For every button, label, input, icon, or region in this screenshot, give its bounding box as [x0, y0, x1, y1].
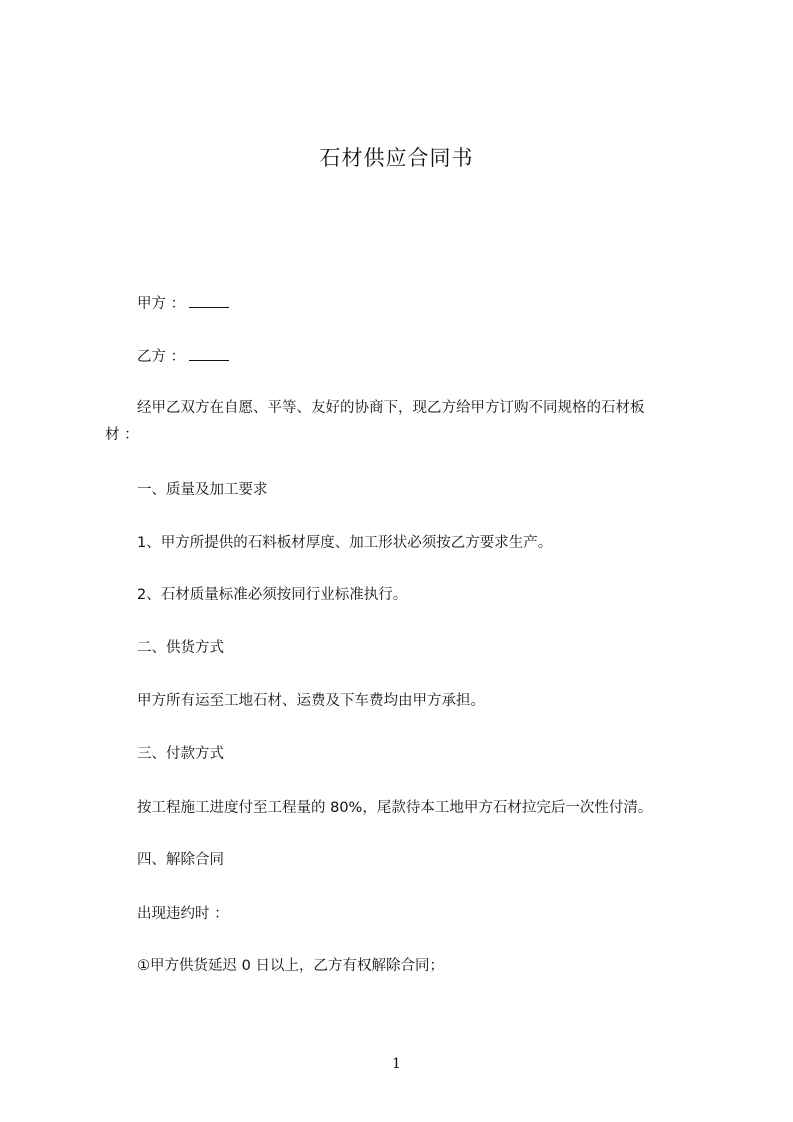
party-a-label: 甲方 ： — [137, 296, 186, 312]
party-a-blank — [189, 293, 229, 308]
section-3-text: 按工程施工进度付至工程量的 80%，尾款待本工地甲方石材拉完后一次性付清。 — [137, 800, 653, 816]
section-3-heading: 三、付款方式 — [137, 746, 224, 762]
party-b-label: 乙方 ： — [137, 349, 186, 365]
section-1-heading: 一、质量及加工要求 — [137, 482, 268, 498]
section-4-text: 出现违约时 ： — [137, 906, 229, 922]
section-2-heading: 二、供货方式 — [137, 640, 224, 656]
section-4-heading: 四、解除合同 — [137, 852, 224, 868]
intro-paragraph — [105, 395, 695, 449]
section-4-item-1: ①甲方供货延迟 0 日以上，乙方有权解除合同； — [137, 958, 444, 974]
section-1-item-2: 2、石材质量标准必须按同行业标准执行。 — [137, 587, 408, 603]
party-a-line — [137, 293, 229, 314]
section-2-text: 甲方所有运至工地石材、运费及下车费均由甲方承担。 — [137, 693, 485, 709]
party-b-line — [137, 346, 229, 367]
intro-line-1: 经甲乙双方在自愿、平等、友好的协商下，现乙方给甲方订购不同规格的石材板 — [137, 400, 645, 416]
page-number: 1 — [392, 1056, 401, 1072]
party-b-blank — [189, 346, 229, 361]
section-1-item-1: 1、甲方所提供的石料板材厚度、加工形状必须按乙方要求生产。 — [137, 535, 553, 551]
intro-line-2: 材 ： — [105, 427, 139, 443]
document-title: 石材供应合同书 — [319, 146, 474, 170]
